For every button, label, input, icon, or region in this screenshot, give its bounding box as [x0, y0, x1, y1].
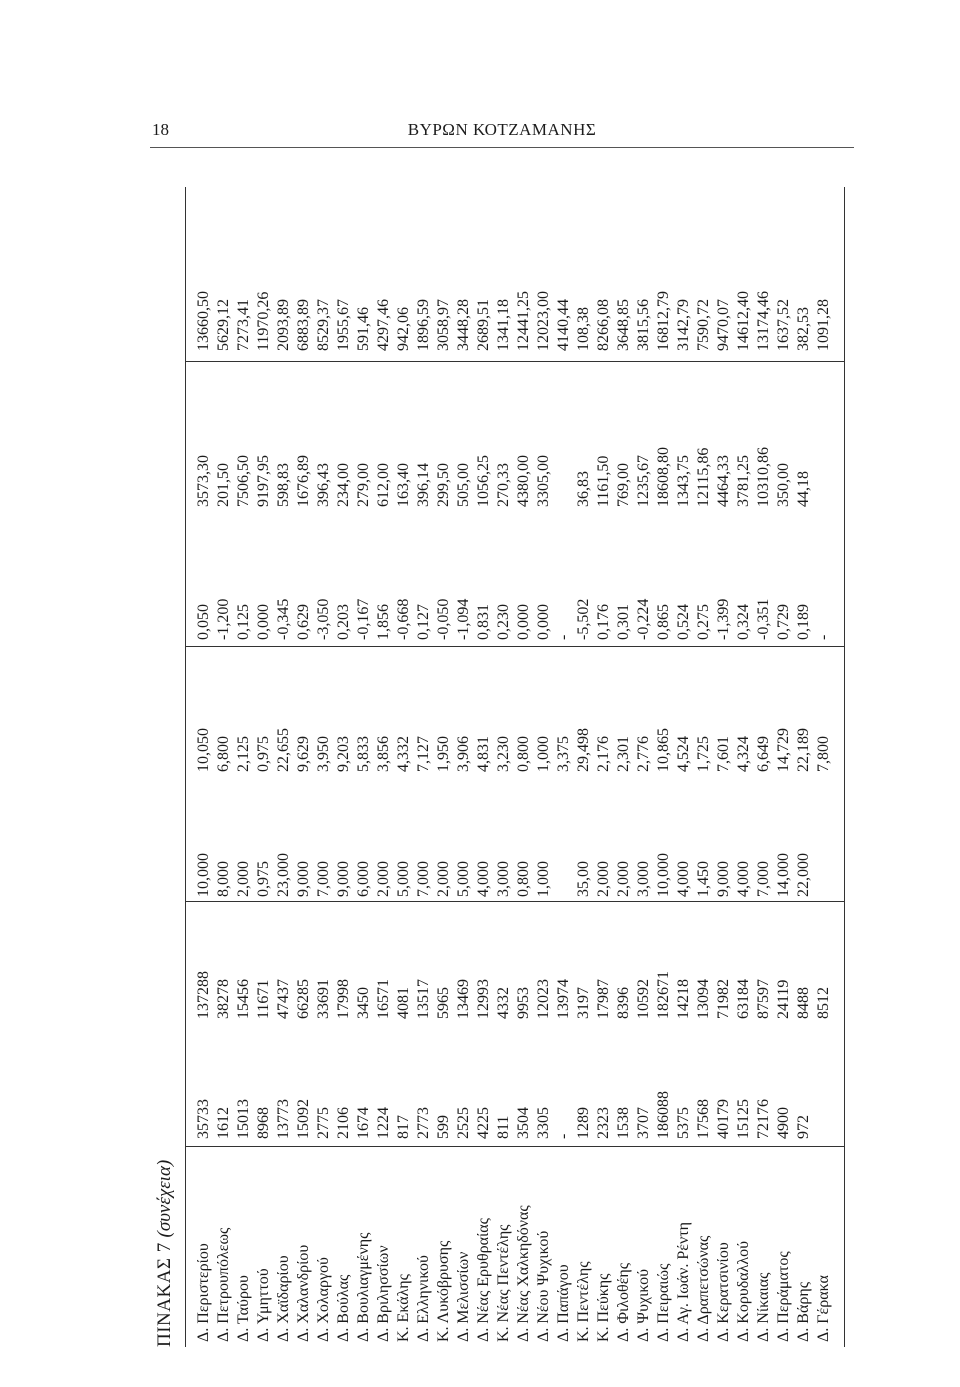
table-row	[716, 187, 732, 1347]
value-cell: 6,000	[355, 861, 372, 897]
value-cell: 0,324	[735, 604, 752, 640]
value-cell: 0,000	[535, 604, 552, 640]
municipality-cell: Δ. Ελληνικού	[415, 1255, 432, 1342]
value-cell: 1,000	[535, 736, 552, 772]
table-row	[496, 187, 512, 1347]
value-cell: 2,000	[615, 861, 632, 897]
value-cell: 7,000	[315, 861, 332, 897]
table-row	[516, 187, 532, 1347]
value-cell: 1341,18	[495, 299, 512, 351]
value-cell: 10592	[635, 979, 652, 1019]
value-cell: 350,00	[775, 463, 792, 507]
value-cell: 0,524	[675, 604, 692, 640]
value-cell: 3448,28	[455, 299, 472, 351]
value-cell: 0,127	[415, 604, 432, 640]
table-row	[736, 187, 752, 1347]
table-row	[316, 187, 332, 1347]
table-row	[396, 187, 412, 1347]
value-cell: 1,000	[535, 861, 552, 897]
value-cell: 9,000	[295, 861, 312, 897]
value-cell: -	[555, 1133, 572, 1139]
value-cell: 13660,50	[195, 291, 212, 351]
value-cell: 8488	[795, 987, 812, 1019]
value-cell: 1,856	[375, 604, 392, 640]
municipality-cell: Δ. Παπάγου	[555, 1264, 572, 1342]
value-cell: 612,00	[375, 463, 392, 507]
data-table	[185, 187, 845, 1347]
table-row	[636, 187, 652, 1347]
value-cell: 15125	[735, 1099, 752, 1139]
value-cell: 15456	[235, 979, 252, 1019]
value-cell: 15092	[295, 1099, 312, 1139]
value-cell: 4,524	[675, 736, 692, 772]
value-cell: 4,000	[475, 861, 492, 897]
value-cell: 2093,89	[275, 299, 292, 351]
value-cell: 1161,50	[595, 455, 612, 507]
value-cell: -1,399	[715, 598, 732, 640]
municipality-cell: Δ. Νέας Ερυθραίας	[475, 1217, 492, 1342]
value-cell: 13094	[695, 979, 712, 1019]
value-cell: 12993	[475, 979, 492, 1019]
value-cell: 24119	[775, 979, 792, 1019]
value-cell: 16571	[375, 979, 392, 1019]
table-row	[236, 187, 252, 1347]
value-cell: 0,125	[235, 604, 252, 640]
value-cell: 201,50	[215, 463, 232, 507]
value-cell: 396,43	[315, 463, 332, 507]
value-cell: 0,865	[655, 604, 672, 640]
value-cell: 5629,12	[215, 299, 232, 351]
value-cell: 299,50	[435, 463, 452, 507]
value-cell: 2106	[335, 1107, 352, 1139]
value-cell: 71982	[715, 979, 732, 1019]
value-cell: 3781,25	[735, 455, 752, 507]
value-cell: 4297,46	[375, 299, 392, 351]
value-cell: 4225	[475, 1107, 492, 1139]
table-row	[216, 187, 232, 1347]
table-row	[476, 187, 492, 1347]
value-cell: 11671	[255, 979, 272, 1019]
value-cell: 9,203	[335, 736, 352, 772]
municipality-cell: Δ. Κερατσινίου	[715, 1242, 732, 1342]
value-cell: 2775	[315, 1107, 332, 1139]
value-cell: 811	[495, 1115, 512, 1139]
value-cell: 22,000	[795, 853, 812, 897]
value-cell: 8512	[815, 987, 832, 1019]
value-cell: 13773	[275, 1099, 292, 1139]
value-cell: 17998	[335, 979, 352, 1019]
value-cell: 108,38	[575, 307, 592, 351]
value-cell: 2,301	[615, 736, 632, 772]
value-cell: 7,800	[815, 736, 832, 772]
value-cell: 591,46	[355, 307, 372, 351]
value-cell: 22,655	[275, 728, 292, 772]
table-row	[436, 187, 452, 1347]
table-row	[256, 187, 272, 1347]
value-cell: 2,776	[635, 736, 652, 772]
value-cell: 9,000	[335, 861, 352, 897]
municipality-cell: Δ. Ψυχικού	[635, 1268, 652, 1342]
value-cell: 17987	[595, 979, 612, 1019]
value-cell: 1612	[215, 1107, 232, 1139]
municipality-cell: Δ. Περιστερίου	[195, 1243, 212, 1342]
value-cell: 33691	[315, 979, 332, 1019]
table-row	[296, 187, 312, 1347]
value-cell: -0,351	[755, 598, 772, 640]
value-cell: 3707	[635, 1107, 652, 1139]
municipality-cell: Δ. Χολαργού	[315, 1257, 332, 1342]
value-cell: 36,83	[575, 471, 592, 507]
value-cell: 63184	[735, 979, 752, 1019]
value-cell: 1,950	[435, 736, 452, 772]
table-row	[276, 187, 292, 1347]
municipality-cell: Δ. Μελισσίων	[455, 1251, 472, 1342]
value-cell: 13974	[555, 979, 572, 1019]
value-cell: -0,345	[275, 598, 292, 640]
value-cell: 0,301	[615, 604, 632, 640]
value-cell: 3305,00	[535, 455, 552, 507]
value-cell: -0,167	[355, 598, 372, 640]
table-row	[536, 187, 552, 1347]
value-cell: 29,498	[575, 728, 592, 772]
municipality-cell: Δ. Αγ. Ιωάν. Ρέντη	[675, 1221, 692, 1342]
table-row	[616, 187, 632, 1347]
municipality-cell: Δ. Περάματος	[775, 1251, 792, 1342]
municipality-cell: Δ. Βάρης	[795, 1281, 812, 1342]
value-cell: 15013	[235, 1099, 252, 1139]
table-row	[556, 187, 572, 1347]
value-cell: 279,00	[355, 463, 372, 507]
value-cell: -	[555, 634, 572, 640]
value-cell: 5965	[435, 987, 452, 1019]
value-cell: 8968	[255, 1107, 272, 1139]
value-cell: 47437	[275, 979, 292, 1019]
value-cell: 0,000	[255, 604, 272, 640]
value-cell: 44,18	[795, 471, 812, 507]
value-cell: 505,00	[455, 463, 472, 507]
value-cell: 0,189	[795, 604, 812, 640]
header-rule	[150, 147, 854, 148]
value-cell: 11970,26	[255, 291, 272, 351]
value-cell: 7273,41	[235, 299, 252, 351]
value-cell: 4,324	[735, 736, 752, 772]
value-cell: 12115,86	[695, 447, 712, 507]
value-cell: 10,865	[655, 728, 672, 772]
value-cell: 0,000	[515, 604, 532, 640]
value-cell: 0,975	[255, 736, 272, 772]
value-cell: 2,000	[375, 861, 392, 897]
value-cell: 1955,67	[335, 299, 352, 351]
value-cell: 7,127	[415, 736, 432, 772]
value-cell: 0,176	[595, 604, 612, 640]
value-cell: 2,000	[235, 861, 252, 897]
value-cell: 12023,00	[535, 291, 552, 351]
value-cell: 4464,33	[715, 455, 732, 507]
municipality-cell: Δ. Πειραιώς	[655, 1263, 672, 1342]
value-cell: 1674	[355, 1107, 372, 1139]
value-cell: 3573,30	[195, 455, 212, 507]
value-cell: 3,000	[495, 861, 512, 897]
value-cell: 14,729	[775, 728, 792, 772]
municipality-cell: Δ. Φιλοθέης	[615, 1262, 632, 1342]
value-cell: 4140,44	[555, 299, 572, 351]
value-cell: 3,375	[555, 736, 572, 772]
value-cell: 4380,00	[515, 455, 532, 507]
value-cell: 2,000	[435, 861, 452, 897]
value-cell: 817	[395, 1115, 412, 1139]
value-cell: 35733	[195, 1099, 212, 1139]
running-head: ΒΥΡΩΝ ΚΟΤΖΑΜΑΝΗΣ	[407, 120, 597, 139]
value-cell: 0,203	[335, 604, 352, 640]
value-cell: -5,502	[575, 598, 592, 640]
value-cell: 9,629	[295, 736, 312, 772]
value-cell: 12441,25	[515, 291, 532, 351]
value-cell: 3450	[355, 987, 372, 1019]
value-cell: 3058,97	[435, 299, 452, 351]
value-cell: 598,83	[275, 463, 292, 507]
value-cell: 2,125	[235, 736, 252, 772]
rotated-table-area	[150, 187, 850, 1347]
municipality-cell: Δ. Νίκαιας	[755, 1272, 772, 1342]
municipality-cell: Δ. Χαλανδρίου	[295, 1244, 312, 1342]
value-cell: 2525	[455, 1107, 472, 1139]
municipality-cell: Δ. Κορυδαλλού	[735, 1240, 752, 1342]
value-cell: 16812,79	[655, 291, 672, 351]
value-cell: 5375	[675, 1107, 692, 1139]
table-row	[596, 187, 612, 1347]
value-cell: -0,668	[395, 598, 412, 640]
value-cell: 3,856	[375, 736, 392, 772]
value-cell: 87597	[755, 979, 772, 1019]
municipality-cell: Δ. Βουλιαγμένης	[355, 1232, 372, 1342]
table-row	[756, 187, 772, 1347]
table-row	[416, 187, 432, 1347]
value-cell: 3,950	[315, 736, 332, 772]
value-cell: 7,000	[415, 861, 432, 897]
table-caption-subtitle: (συνέχεια)	[154, 1159, 175, 1238]
value-cell: 1343,75	[675, 455, 692, 507]
value-cell: 4332	[495, 987, 512, 1019]
value-cell: -	[815, 634, 832, 640]
value-cell: 2773	[415, 1107, 432, 1139]
municipality-cell: Δ. Νέας Χαλκηδόνας	[515, 1205, 532, 1342]
value-cell: 8529,37	[315, 299, 332, 351]
value-cell: 182671	[655, 971, 672, 1019]
value-cell: 4,332	[395, 736, 412, 772]
value-cell: 7506,50	[235, 455, 252, 507]
value-cell: 2,000	[595, 861, 612, 897]
page-header	[150, 120, 854, 148]
municipality-cell: Δ. Βούλας	[335, 1274, 352, 1342]
value-cell: 40179	[715, 1099, 732, 1139]
municipality-cell: Κ. Νέας Πεντέλης	[495, 1224, 512, 1342]
table-row	[576, 187, 592, 1347]
value-cell: 1637,52	[775, 299, 792, 351]
value-cell: 137288	[195, 971, 212, 1019]
value-cell: 396,14	[415, 463, 432, 507]
value-cell: 8,000	[215, 861, 232, 897]
value-cell: 12023	[535, 979, 552, 1019]
value-cell: 5,833	[355, 736, 372, 772]
value-cell: 0,629	[295, 604, 312, 640]
value-cell: 38278	[215, 979, 232, 1019]
value-cell: 3197	[575, 987, 592, 1019]
value-cell: 6883,89	[295, 299, 312, 351]
municipality-cell: Κ. Πεντέλης	[575, 1261, 592, 1342]
municipality-cell: Δ. Δραπετσώνας	[695, 1235, 712, 1342]
value-cell: 23,000	[275, 853, 292, 897]
municipality-cell: Δ. Βριλησσίων	[375, 1245, 392, 1342]
value-cell: 3,000	[635, 861, 652, 897]
value-cell: 7,000	[755, 861, 772, 897]
value-cell: 66285	[295, 979, 312, 1019]
value-cell: 599	[435, 1115, 452, 1139]
table-caption-label: ΠΙΝΑΚΑΣ 7	[154, 1242, 175, 1347]
table-row	[796, 187, 812, 1347]
table-row	[656, 187, 672, 1347]
municipality-cell: Δ. Πετρουπόλεως	[215, 1227, 232, 1342]
table-row	[816, 187, 832, 1347]
value-cell: 7590,72	[695, 299, 712, 351]
value-cell: 234,00	[335, 463, 352, 507]
value-cell: 270,33	[495, 463, 512, 507]
value-cell: 0,800	[515, 736, 532, 772]
value-cell: 17568	[695, 1099, 712, 1139]
value-cell: -0,224	[635, 598, 652, 640]
table-row	[456, 187, 472, 1347]
value-cell: 4,000	[735, 861, 752, 897]
value-cell: 9470,07	[715, 299, 732, 351]
value-cell: 2323	[595, 1107, 612, 1139]
page-number: 18	[152, 120, 169, 139]
value-cell: 1224	[375, 1107, 392, 1139]
value-cell: 6,649	[755, 736, 772, 772]
value-cell: 1,725	[695, 736, 712, 772]
table-row	[696, 187, 712, 1347]
value-cell: 0,800	[515, 861, 532, 897]
table-row	[376, 187, 392, 1347]
value-cell: -3,050	[315, 598, 332, 640]
value-cell: 3305	[535, 1107, 552, 1139]
value-cell: 186088	[655, 1091, 672, 1139]
value-cell: 0,275	[695, 604, 712, 640]
value-cell: 13517	[415, 979, 432, 1019]
value-cell: 1091,28	[815, 299, 832, 351]
value-cell: 4,831	[475, 736, 492, 772]
value-cell: 18608,80	[655, 447, 672, 507]
value-cell: 3815,56	[635, 299, 652, 351]
value-cell: 72176	[755, 1099, 772, 1139]
value-cell: 163,40	[395, 463, 412, 507]
value-cell: 6,800	[215, 736, 232, 772]
value-cell: 10,000	[195, 853, 212, 897]
value-cell: 1538	[615, 1107, 632, 1139]
value-cell: 0,831	[475, 604, 492, 640]
value-cell: 4900	[775, 1107, 792, 1139]
value-cell: 4081	[395, 987, 412, 1019]
value-cell: 9953	[515, 987, 532, 1019]
value-cell: 942,06	[395, 307, 412, 351]
table-row	[356, 187, 372, 1347]
table-row	[676, 187, 692, 1347]
municipality-cell: Δ. Γέρακα	[815, 1275, 832, 1342]
table-row	[336, 187, 352, 1347]
value-cell: -1,200	[215, 598, 232, 640]
municipality-cell: Κ. Λυκόβρυσης	[435, 1240, 452, 1342]
value-cell: 9197,95	[255, 455, 272, 507]
value-cell: 1289	[575, 1107, 592, 1139]
value-cell: 1,450	[695, 861, 712, 897]
value-cell: 382,53	[795, 307, 812, 351]
value-cell: 0,975	[255, 861, 272, 897]
value-cell: 8396	[615, 987, 632, 1019]
municipality-cell: Δ. Χαϊδαρίου	[275, 1255, 292, 1342]
value-cell: 2,176	[595, 736, 612, 772]
value-cell: 3,906	[455, 736, 472, 772]
value-cell: 5,000	[395, 861, 412, 897]
value-cell: 13174,46	[755, 291, 772, 351]
value-cell: 4,000	[675, 861, 692, 897]
municipality-cell: Κ. Πεύκης	[595, 1273, 612, 1342]
municipality-cell: Δ. Ταύρου	[235, 1275, 252, 1342]
value-cell: 0,050	[195, 604, 212, 640]
municipality-cell: Κ. Εκάλης	[395, 1274, 412, 1342]
value-cell: 972	[795, 1115, 812, 1139]
value-cell: -0,050	[435, 598, 452, 640]
table-row	[776, 187, 792, 1347]
municipality-cell: Δ. Νέου Ψυχικού	[535, 1230, 552, 1342]
value-cell: 0,230	[495, 604, 512, 640]
value-cell: 5,000	[455, 861, 472, 897]
value-cell: 2689,51	[475, 299, 492, 351]
value-cell: 1235,67	[635, 455, 652, 507]
value-cell: 8266,08	[595, 299, 612, 351]
value-cell: 769,00	[615, 463, 632, 507]
value-cell: 10,000	[655, 853, 672, 897]
table-caption	[150, 1160, 180, 1347]
value-cell: 9,000	[715, 861, 732, 897]
value-cell: 22,189	[795, 728, 812, 772]
value-cell: 10310,86	[755, 447, 772, 507]
value-cell: 14,000	[775, 853, 792, 897]
value-cell: 3,230	[495, 736, 512, 772]
value-cell: 0,729	[775, 604, 792, 640]
value-cell: 10,050	[195, 728, 212, 772]
value-cell: 1676,89	[295, 455, 312, 507]
value-cell: 35,00	[575, 861, 592, 897]
table-row	[196, 187, 212, 1347]
value-cell: -1,094	[455, 598, 472, 640]
value-cell: 14612,40	[735, 291, 752, 351]
municipality-cell: Δ. Υμηττού	[255, 1268, 272, 1342]
value-cell: 3648,85	[615, 299, 632, 351]
value-cell: 13469	[455, 979, 472, 1019]
value-cell: 7,601	[715, 736, 732, 772]
value-cell: 1896,59	[415, 299, 432, 351]
value-cell: 3504	[515, 1107, 532, 1139]
value-cell: 3142,79	[675, 299, 692, 351]
value-cell: 14218	[675, 979, 692, 1019]
value-cell: 1056,25	[475, 455, 492, 507]
